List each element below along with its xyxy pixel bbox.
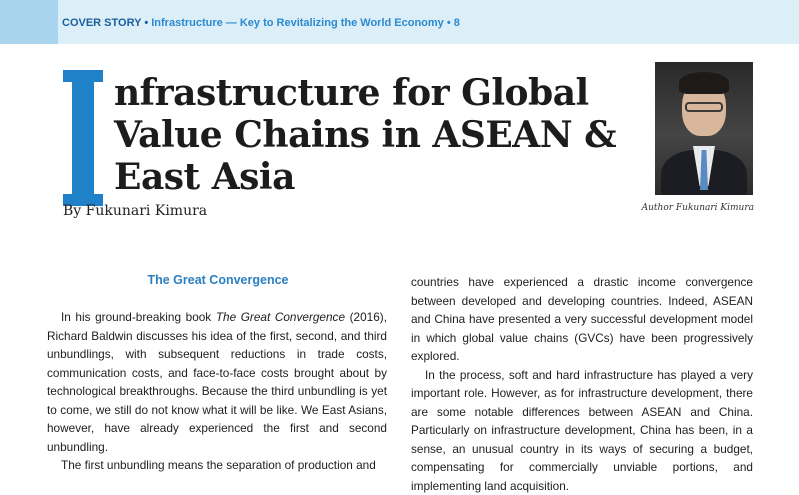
- author-photo: [655, 62, 753, 195]
- title-line-2: Value Chains in ASEAN &: [114, 114, 634, 156]
- left-paragraph-1: In his ground-breaking book The Great Convergence (2016), Richard Baldwin discusses his idea of the first, second, and third unbundlings, with subsequent reductions in trade costs, communication costs, and face-to-face costs brought about by technological breakthroughs. Because the third unbundling is yet to come, we still do not know what it will be like. We East Asians, however, have already experienced the first and second unbundling.: [47, 308, 387, 456]
- right-column: [411, 273, 753, 495]
- header-label: COVER STORY: [62, 17, 141, 29]
- article-title: [114, 72, 634, 198]
- photo-caption: Author Fukunari Kimura: [620, 203, 754, 213]
- right-paragraph-1: countries have experienced a drastic income convergence between developed and developing countries. Indeed, ASEAN and China have presented a very successful development model in which global value chains (GVCs) have been progressively explored.: [411, 273, 753, 366]
- right-paragraph-2: In the process, soft and hard infrastructure has played a very important role. However, as for infrastructure development, there are some notable differences between ASEAN and China. Particularly on infrastructure development, China has been, in a sense, an unusual country in its ways of securing a budget, compensating for commercially unviable portions, and implementing land acquisition.: [411, 366, 753, 495]
- header-accent-strip: [0, 0, 58, 44]
- header-subject: Infrastructure — Key to Revitalizing the World Economy • 8: [151, 17, 460, 29]
- byline: By Fukunari Kimura: [63, 203, 207, 219]
- section-heading: The Great Convergence: [48, 273, 388, 287]
- left-paragraph-2: The first unbundling means the separation of production and: [47, 456, 387, 475]
- book-title: The Great Convergence: [216, 310, 345, 324]
- running-header: [62, 17, 460, 29]
- header-bullet: •: [141, 17, 151, 29]
- title-line-3: East Asia: [114, 156, 634, 198]
- title-line-1: nfrastructure for Global: [114, 72, 634, 114]
- dropcap-letter-i: [63, 70, 103, 206]
